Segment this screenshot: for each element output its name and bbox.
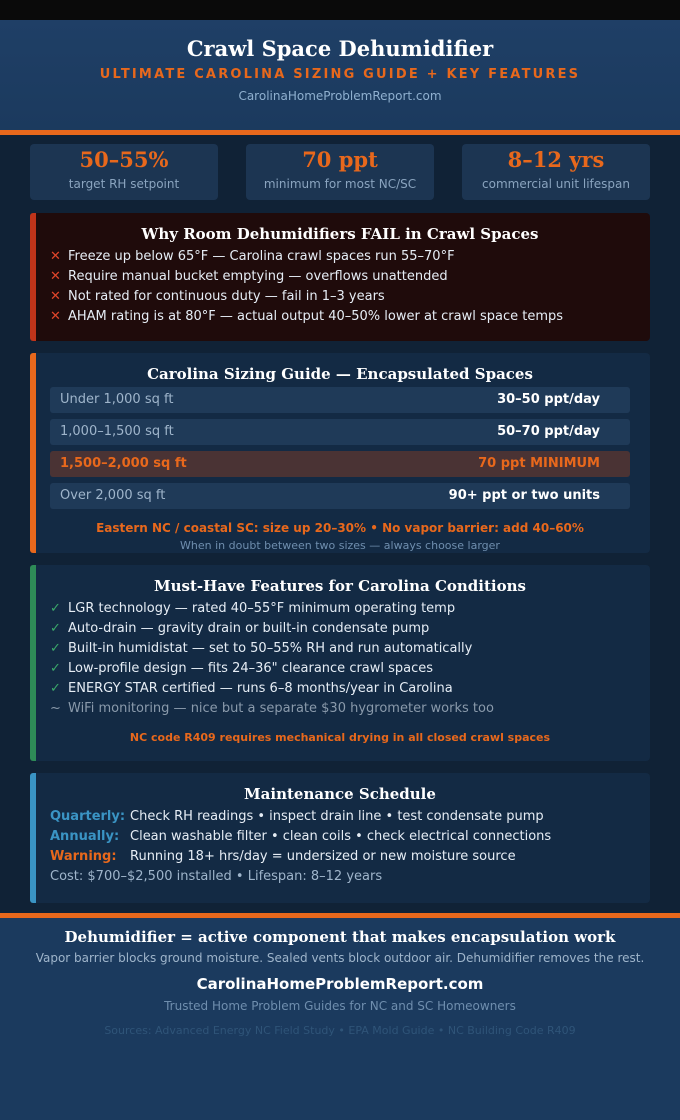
stat-card-rh bbox=[30, 144, 218, 200]
sizing-area: 1,000–1,500 sq ft bbox=[60, 424, 174, 439]
stat-value: 8–12 yrs bbox=[507, 147, 605, 172]
list-item-text: WiFi monitoring — nice but a separate $30 hygrometer works too bbox=[68, 701, 494, 716]
list-item bbox=[50, 289, 640, 304]
list-item bbox=[50, 661, 640, 676]
sizing-area: Under 1,000 sq ft bbox=[60, 392, 174, 407]
check-icon: ✓ bbox=[50, 601, 61, 616]
sizing-capacity: 70 ppt MINIMUM bbox=[478, 456, 600, 471]
panel-title: Maintenance Schedule bbox=[244, 785, 436, 803]
maintenance-panel bbox=[30, 773, 650, 903]
list-item bbox=[50, 641, 640, 656]
sizing-area: 1,500–2,000 sq ft bbox=[60, 456, 187, 471]
list-item bbox=[50, 269, 640, 284]
list-item-text: Require manual bucket emptying — overflows unattended bbox=[68, 269, 448, 284]
room-dehumidifier-fail-panel bbox=[30, 213, 650, 341]
panel-title: Must-Have Features for Carolina Conditions bbox=[154, 577, 526, 595]
list-item-text: Auto-drain — gravity drain or built-in condensate pump bbox=[68, 621, 430, 636]
stat-label: commercial unit lifespan bbox=[482, 177, 630, 191]
list-item bbox=[50, 681, 640, 696]
panel-title: Carolina Sizing Guide — Encapsulated Spaces bbox=[147, 365, 533, 383]
list-item-text: AHAM rating is at 80°F — actual output 40–50% lower at crawl space temps bbox=[68, 309, 564, 324]
list-item-text: ENERGY STAR certified — runs 6–8 months/year in Carolina bbox=[68, 681, 453, 696]
page-subtitle: ULTIMATE CAROLINA SIZING GUIDE + KEY FEATURES bbox=[99, 67, 581, 82]
check-icon: ✓ bbox=[50, 641, 61, 656]
list-item-text: Not rated for continuous duty — fail in 1–3 years bbox=[68, 289, 385, 304]
sizing-capacity: 50–70 ppt/day bbox=[497, 424, 600, 439]
main-content bbox=[0, 135, 680, 913]
maintenance-key: Annually: bbox=[50, 829, 120, 844]
footer-summary: Vapor barrier blocks ground moisture. Sealed vents block outdoor air. Dehumidifier removes the rest. bbox=[35, 951, 645, 965]
sizing-capacity: 30–50 ppt/day bbox=[497, 392, 600, 407]
list-item bbox=[50, 309, 640, 324]
list-item-text: Freeze up below 65°F — Carolina crawl spaces run 55–70°F bbox=[68, 249, 455, 264]
list-item-text: LGR technology — rated 40–55°F minimum operating temp bbox=[68, 601, 456, 616]
stat-card-capacity bbox=[246, 144, 434, 200]
sizing-row bbox=[50, 419, 630, 445]
stat-card-lifespan bbox=[462, 144, 650, 200]
maintenance-key-warning: Warning: bbox=[50, 849, 117, 864]
top-strip bbox=[0, 0, 680, 20]
stat-label: target RH setpoint bbox=[68, 177, 180, 191]
header-site-link[interactable]: CarolinaHomeProblemReport.com bbox=[238, 89, 442, 103]
footer-headline: Dehumidifier = active component that makes encapsulation work bbox=[64, 928, 616, 946]
list-item bbox=[50, 601, 640, 616]
tilde-icon: ~ bbox=[50, 701, 61, 716]
check-icon: ✓ bbox=[50, 661, 61, 676]
page-title: Crawl Space Dehumidifier bbox=[186, 36, 494, 61]
list-item bbox=[50, 249, 640, 264]
maintenance-text: Running 18+ hrs/day = undersized or new moisture source bbox=[130, 849, 516, 864]
sizing-area: Over 2,000 sq ft bbox=[60, 488, 166, 503]
check-icon: ✓ bbox=[50, 681, 61, 696]
page-footer bbox=[0, 918, 680, 1120]
page-header bbox=[0, 20, 680, 130]
maintenance-text: Clean washable filter • clean coils • check electrical connections bbox=[130, 829, 552, 844]
building-code-note: NC code R409 requires mechanical drying in all closed crawl spaces bbox=[129, 731, 551, 744]
list-item bbox=[50, 621, 640, 636]
features-panel bbox=[30, 565, 650, 761]
stat-label: minimum for most NC/SC bbox=[263, 177, 417, 191]
check-icon: ✓ bbox=[50, 621, 61, 636]
maintenance-text: Check RH readings • inspect drain line • test condensate pump bbox=[130, 809, 544, 824]
footer-sources: Sources: Advanced Energy NC Field Study • EPA Mold Guide • NC Building Code R409 bbox=[104, 1024, 576, 1037]
sizing-adjustment-note: Eastern NC / coastal SC: size up 20–30% • No vapor barrier: add 40–60% bbox=[96, 521, 584, 535]
cost-summary: Cost: $700–$2,500 installed • Lifespan: 8–12 years bbox=[50, 869, 383, 884]
x-mark-icon: ✕ bbox=[50, 249, 61, 264]
sizing-capacity: 90+ ppt or two units bbox=[448, 488, 600, 503]
sizing-guide-panel bbox=[30, 353, 650, 553]
x-mark-icon: ✕ bbox=[50, 289, 61, 304]
footer-site-link[interactable]: CarolinaHomeProblemReport.com bbox=[196, 975, 484, 993]
panel-title: Why Room Dehumidifiers FAIL in Crawl Spaces bbox=[141, 225, 539, 243]
x-mark-icon: ✕ bbox=[50, 309, 61, 324]
sizing-tip: When in doubt between two sizes — always choose larger bbox=[180, 539, 500, 552]
footer-tagline: Trusted Home Problem Guides for NC and SC Homeowners bbox=[164, 999, 516, 1013]
sizing-row bbox=[50, 483, 630, 509]
stat-value: 70 ppt bbox=[302, 147, 378, 172]
maintenance-row bbox=[50, 809, 640, 824]
list-item-optional bbox=[50, 701, 640, 716]
x-mark-icon: ✕ bbox=[50, 269, 61, 284]
list-item-text: Built-in humidistat — set to 50–55% RH and run automatically bbox=[68, 641, 473, 656]
list-item-text: Low-profile design — fits 24–36" clearance crawl spaces bbox=[68, 661, 434, 676]
maintenance-row bbox=[50, 849, 640, 864]
stat-value: 50–55% bbox=[79, 147, 169, 172]
maintenance-row bbox=[50, 829, 640, 844]
maintenance-key: Quarterly: bbox=[50, 809, 126, 824]
sizing-row-highlighted bbox=[50, 451, 630, 477]
sizing-row bbox=[50, 387, 630, 413]
